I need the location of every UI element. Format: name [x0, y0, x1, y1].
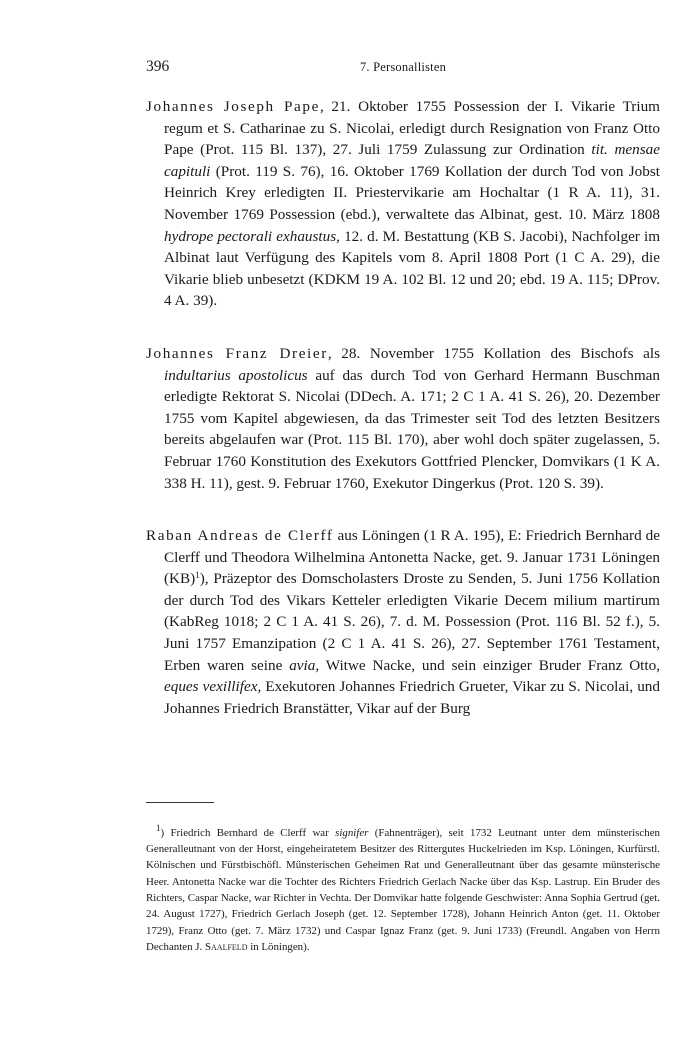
entry-text: , Exekutoren Johannes Friedrich Grueter, Vikar zu S. Nicolai, und Johannes Friedrich Branstätter, Vikar auf der Burg [164, 678, 660, 717]
footnote-text: in Löningen). [247, 940, 310, 953]
page-body [146, 96, 660, 750]
entry-name: Johannes Franz Dreier [146, 344, 328, 362]
entry-text: , Witwe Nacke, und sein einziger Bruder Franz Otto, [315, 656, 660, 674]
entry-text: , 28. November 1755 Kollation des Bischofs als [327, 344, 660, 362]
entry-latin: indultarius apostolicus [164, 366, 308, 384]
entry-de-clerff [146, 525, 660, 719]
footnote-number: 1 [156, 822, 161, 833]
entry-pape [146, 96, 660, 312]
footnote-text: (Fahnenträger), seit 1732 Leutnant unter dem münsterischen Generalleutnant von der Horst, eingeheiratetem Besitzer des Rittergutes Huckelrieden im Ksp. Löningen, Kurfürstl. Kölnischen und Fürstbischöfl. Münsterischen Geheimen Rat und Generalleutnant über das gesamte münsterische Heer. Antonetta Nacke war die Tochter des Richters Friedrich Gerlach Nacke über das Ksp. Lastrup. Ein Bruder des Richters, Caspar Nacke, war Richter in Vechta. Der Domvikar hatte folgende Geschwister: Anna Sophia Gertrud (get. 24. August 1727), Friedrich Gerlach Joseph (get. 12. September 1728), Johann Heinrich Anton (get. 11. Oktober 1729), Franz Otto (get. 7. März 1732) und Caspar Ignaz Franz (get. 9. Juni 1733) (Freundl. Angaben von Herrn Dechanten J. [146, 826, 660, 953]
entry-text: aus Löningen (1 R A. 195), E: Friedrich Bernhard de Clerff und Theodora Wilhelmina Antonetta Nacke, get. 9. Januar 1731 Löningen (KB) [164, 527, 660, 588]
footnote-marker[interactable]: 1 [195, 570, 200, 581]
entry-text: (Prot. 119 S. 76), 16. Oktober 1769 Kollation der durch Tod von Jobst Heinrich Krey erledigten II. Priestervikarie am Hochaltar (1 R A. 11), 31. November 1769 Possession (ebd.), verwaltete das Albinat, gest. 10. März 1808 [164, 162, 660, 223]
entry-text: auf das durch Tod von Gerhard Hermann Buschman erledigte Rektorat S. Nicolai (DDech. A. 171; 2 C 1 A. 41 S. 26), 20. Dezember 1755 vom Kapitel abgewiesen, da das Trimester seit Tod des letzten Besitzers bereits abgelaufen war (Prot. 115 Bl. 170), aber wohl doch später zugelassen, 5. Februar 1760 Konstitution des Exekutors Gottfried Plencker, Domvikars (1 K A. 338 H. 11), gest. 9. Februar 1760, Exekutor Dingerkus (Prot. 120 S. 39). [164, 366, 660, 492]
entry-text: , 12. d. M. Bestattung (KB S. Jacobi), Nachfolger im Albinat laut Verfügung des Kapitels vom 8. April 1808 Port (1 C A. 29), die Vikarie blieb unbesetzt (KDKM 19 A. 102 Bl. 12 und 20; ebd. 19 A. 115; DProv. 4 A. 39). [164, 227, 661, 310]
page-number: 396 [146, 58, 170, 75]
entry-text: , 21. Oktober 1755 Possession der I. Vikarie Trium regum et S. Catharinae zu S. Nicolai, erledigt durch Resignation von Franz Otto Pape (Prot. 115 Bl. 137), 27. Juli 1759 Zulassung zur Ordination [164, 98, 660, 159]
entry-latin: tit. mensae capituli [164, 141, 660, 180]
entry-text: ), Präzeptor des Domscholasters Droste zu Senden, 5. Juni 1756 Kollation der durch Tod des Vikars Ketteler erledigten Vikarie Decem milium martirum (KabReg 1018; 2 C 1 A. 41 S. 26), 7. d. M. Possession (Prot. 116 Bl. 52 f.), 5. Juni 1757 Emanzipation (2 C 1 A. 41 S. 26), 27. September 1761 Testament, Erben waren seine [164, 570, 660, 674]
entry-latin: eques vexillifex [164, 678, 258, 696]
running-head: 7. Personallisten [359, 60, 447, 74]
entry-name: Johannes Joseph Pape [146, 98, 320, 115]
entry-dreier [146, 343, 660, 494]
footnote-text: ) Friedrich Bernhard de Clerff war [160, 826, 336, 839]
page-header [146, 58, 660, 82]
footnote-1 [146, 822, 660, 955]
entry-latin: avia [289, 656, 316, 674]
footnote-rule [146, 802, 214, 803]
entry-name: Raban Andreas de Clerff [146, 527, 334, 545]
footnote-author-name: Saalfeld [204, 940, 248, 953]
footnote-latin: signifer [335, 826, 369, 839]
entry-latin: hydrope pectorali exhaustus [164, 227, 337, 245]
